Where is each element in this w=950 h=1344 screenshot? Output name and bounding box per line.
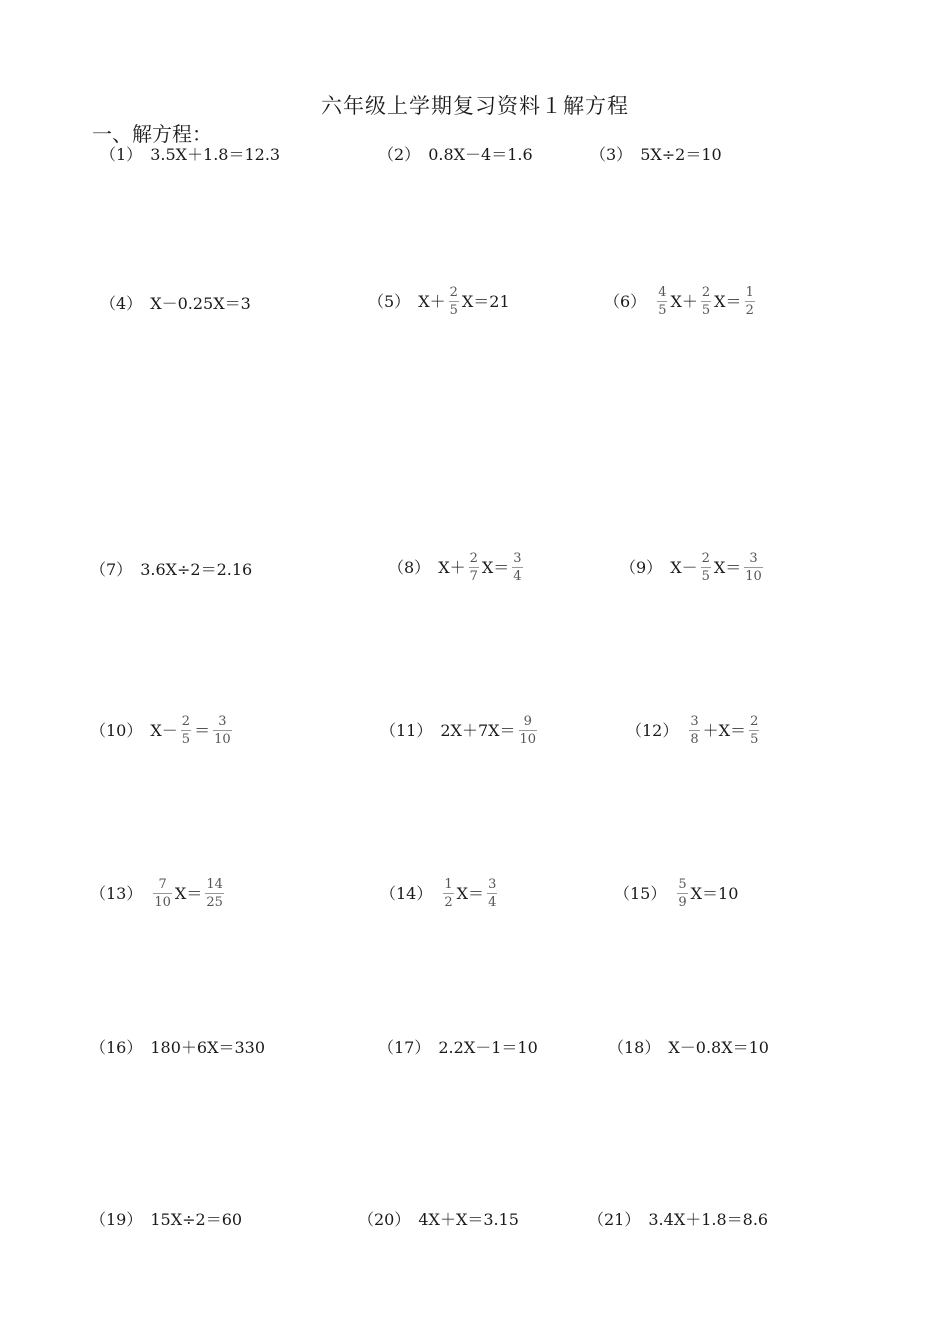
equation-text: 15X÷2＝60 xyxy=(150,1210,243,1229)
equation-text: X＝ xyxy=(714,291,742,311)
fraction xyxy=(744,552,763,583)
problem-15 xyxy=(614,878,738,909)
problem-number: （21） xyxy=(588,1210,641,1229)
denominator: 5 xyxy=(750,732,759,747)
numerator: 9 xyxy=(523,714,532,729)
problem-number: （16） xyxy=(90,1038,143,1057)
numerator: 5 xyxy=(678,877,687,892)
fraction xyxy=(677,878,687,909)
equation-text: X＝ xyxy=(713,557,742,577)
equation-text: X＋ xyxy=(418,291,446,311)
numerator: 2 xyxy=(701,285,711,300)
equation-text: X＝ xyxy=(456,883,485,903)
problem-7 xyxy=(90,562,252,578)
denominator: 4 xyxy=(513,569,522,584)
denominator: 5 xyxy=(449,303,458,318)
problem-number: （11） xyxy=(380,720,433,740)
problem-number: （12） xyxy=(626,720,679,740)
fraction xyxy=(181,715,191,746)
equation-text: X－ xyxy=(670,557,698,577)
fraction xyxy=(657,286,667,317)
equation-text: ＝ xyxy=(194,720,211,740)
numerator: 1 xyxy=(444,877,453,892)
fraction xyxy=(487,878,497,909)
problem-19 xyxy=(90,1212,242,1228)
problem-20 xyxy=(358,1212,519,1228)
fraction xyxy=(519,715,538,746)
denominator: 5 xyxy=(701,303,711,318)
denominator: 10 xyxy=(745,569,762,584)
equation-text: 3.4X＋1.8＝8.6 xyxy=(648,1210,769,1229)
equation-text: X＝ xyxy=(174,883,203,903)
equation-text: X＋ xyxy=(438,557,466,577)
problem-21 xyxy=(588,1212,768,1228)
problem-number: （13） xyxy=(90,883,143,903)
equation-text: 2X＋7X＝ xyxy=(440,720,516,740)
denominator: 10 xyxy=(519,732,537,747)
problem-1 xyxy=(100,147,280,163)
problem-10 xyxy=(90,715,235,746)
numerator: 2 xyxy=(469,551,478,566)
numerator: 3 xyxy=(513,551,522,566)
numerator: 2 xyxy=(181,714,191,729)
fraction xyxy=(213,715,232,746)
page-title: 六年级上学期复习资料１解方程 xyxy=(321,94,629,118)
numerator: 2 xyxy=(701,551,710,566)
equation-text: 180＋6X＝330 xyxy=(150,1038,266,1057)
problem-number: （5） xyxy=(368,291,411,311)
problem-number: （9） xyxy=(620,557,663,577)
numerator: 3 xyxy=(749,551,758,566)
problem-number: （19） xyxy=(90,1210,143,1229)
problem-8 xyxy=(388,552,526,583)
problem-number: （7） xyxy=(90,560,133,579)
problem-3 xyxy=(590,147,722,163)
problem-2 xyxy=(378,147,533,163)
denominator: 2 xyxy=(444,895,453,910)
denominator: 2 xyxy=(745,303,754,318)
denominator: 10 xyxy=(154,895,171,910)
denominator: 5 xyxy=(181,732,191,747)
equation-text: 4X＋X＝3.15 xyxy=(418,1210,519,1229)
equation-text: ＋X＝ xyxy=(702,720,747,740)
problem-number: （18） xyxy=(608,1038,661,1057)
problem-14 xyxy=(380,878,500,909)
problem-number: （4） xyxy=(100,294,143,313)
denominator: 9 xyxy=(678,895,687,910)
numerator: 7 xyxy=(158,877,167,892)
problem-13 xyxy=(90,878,227,909)
fraction xyxy=(701,286,711,317)
numerator: 3 xyxy=(488,877,497,892)
numerator: 2 xyxy=(750,714,759,729)
equation-text: X－0.25X＝3 xyxy=(150,294,251,313)
problem-9 xyxy=(620,552,766,583)
problem-number: （6） xyxy=(604,291,647,311)
equation-text: 5X÷2＝10 xyxy=(640,145,722,164)
problem-number: （20） xyxy=(358,1210,411,1229)
equation-text: 0.8X－4＝1.6 xyxy=(428,145,533,164)
equation-text: X－ xyxy=(150,720,178,740)
fraction xyxy=(512,552,522,583)
problem-number: （10） xyxy=(90,720,143,740)
problem-18 xyxy=(608,1040,769,1056)
problem-number: （1） xyxy=(100,145,143,164)
fraction xyxy=(701,552,711,583)
denominator: 7 xyxy=(469,569,478,584)
problem-number: （14） xyxy=(380,883,433,903)
problem-number: （3） xyxy=(590,145,633,164)
equation-text: 3.6X÷2＝2.16 xyxy=(140,560,253,579)
problem-6 xyxy=(604,286,758,317)
fraction xyxy=(205,878,224,909)
problem-number: （17） xyxy=(378,1038,431,1057)
problem-16 xyxy=(90,1040,265,1056)
problem-number: （2） xyxy=(378,145,421,164)
numerator: 1 xyxy=(745,285,754,300)
equation-text: X＝21 xyxy=(461,291,510,311)
fraction xyxy=(689,715,699,746)
denominator: 25 xyxy=(206,895,223,910)
denominator: 5 xyxy=(701,569,710,584)
equation-text: X－0.8X＝10 xyxy=(668,1038,769,1057)
equation-text: X＝10 xyxy=(690,883,739,903)
fraction xyxy=(449,286,459,317)
numerator: 3 xyxy=(218,714,227,729)
numerator: 14 xyxy=(206,877,223,892)
equation-text: X＋ xyxy=(670,291,698,311)
denominator: 4 xyxy=(488,895,497,910)
denominator: 8 xyxy=(690,732,699,747)
section-heading: 一、解方程： xyxy=(92,122,212,146)
problem-5 xyxy=(368,286,510,317)
problem-4 xyxy=(100,296,251,312)
denominator: 5 xyxy=(658,303,667,318)
fraction xyxy=(745,286,755,317)
problem-17 xyxy=(378,1040,538,1056)
equation-text: 3.5X＋1.8＝12.3 xyxy=(150,145,281,164)
problem-number: （15） xyxy=(614,883,667,903)
problem-12 xyxy=(626,715,762,746)
numerator: 3 xyxy=(690,714,699,729)
fraction xyxy=(153,878,172,909)
fraction xyxy=(469,552,479,583)
numerator: 2 xyxy=(449,285,458,300)
problem-11 xyxy=(380,715,540,746)
fraction xyxy=(443,878,453,909)
numerator: 4 xyxy=(658,285,667,300)
fraction xyxy=(749,715,759,746)
problem-number: （8） xyxy=(388,557,431,577)
denominator: 10 xyxy=(214,732,231,747)
equation-text: X＝ xyxy=(481,557,510,577)
equation-text: 2.2X－1＝10 xyxy=(438,1038,538,1057)
